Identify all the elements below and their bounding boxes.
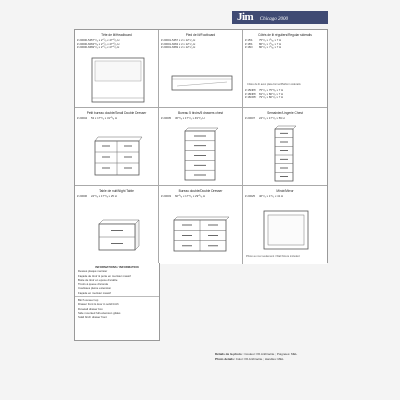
mirror-drawing [263, 210, 309, 250]
brand-subtitle: Chicago 2000 [259, 17, 288, 22]
info-line-en: Side mounted full extension glides [78, 310, 121, 315]
spec-code: # 18NPF [245, 91, 257, 96]
spec-dims: 57"¹/₄ x 2"⁷/₈ x 47"⁵/₈ H [91, 38, 120, 42]
night-table-drawing [97, 218, 141, 252]
spec-code: # 20003 [161, 194, 172, 198]
information-box [74, 263, 160, 341]
product-mirror [243, 186, 327, 264]
info-line-en: Drawer front & door in solid birch [78, 302, 119, 307]
spec-dims: 46"¹/₂ x 1"¹/₂ x 41 H [259, 194, 284, 198]
spec-row [77, 117, 117, 121]
spec-dims: 69"¹/₂ x 2"⁷/₈ x 47"⁵/₈ H [91, 45, 120, 50]
spec-dims: 24"³/₈ x 17"³/₈ x 25 H [91, 194, 117, 198]
product-night-table [75, 186, 159, 264]
footboard-drawing [171, 74, 233, 92]
brand-banner [232, 11, 328, 24]
product-small-double-dresser [75, 108, 159, 186]
product-specs [245, 195, 283, 199]
product-title: Pied de lit/Footboard [185, 33, 216, 37]
platform-specs [245, 89, 283, 100]
spec-code: # 20000-60 [77, 41, 92, 46]
spec-code: # 15S [245, 38, 253, 42]
spec-code: # 20000-54 [77, 38, 92, 42]
spec-row [245, 46, 281, 50]
spec-dims: 63 x 2 x 12"¹/₄ H [175, 41, 196, 46]
spec-row [245, 96, 283, 100]
spec-dims: 60"⁵/₈ x 17"³/₄ x 29"⁵/₈ H [175, 194, 206, 198]
double-dresser-drawing [172, 215, 230, 253]
spec-code: # 20025 [245, 194, 256, 198]
small-dresser-drawing [93, 135, 143, 177]
mirror-note: Photo au mur seulement / Wall fixture included [246, 255, 300, 258]
spec-dims: 57 x 2 x 12"¹/₄ H [175, 38, 196, 42]
spec-code: # 18OPF [245, 95, 257, 100]
photo-details-fr-label: Détails de la photo : [215, 352, 244, 356]
info-line-fr: Façade en merisier massif [78, 290, 111, 295]
brand-logo: Jim [237, 11, 254, 23]
spec-row [161, 117, 205, 121]
product-siderails [243, 30, 327, 108]
product-title: Côtés de lit réguliers/Regular siderails [258, 33, 312, 37]
product-footboard [159, 30, 243, 108]
product-title: Petit bureau double/Small Double Dresser [86, 111, 147, 115]
info-line-en: Solid birch drawer front [78, 315, 107, 320]
product-title: Tête de lit/Headboard [101, 33, 132, 37]
info-line-en: Dovetail drawer box [78, 306, 103, 311]
spec-row [161, 195, 205, 199]
spec-code: # 18S [245, 41, 253, 46]
spec-code: # 20001-66 [161, 45, 176, 50]
spec-row [245, 117, 285, 121]
info-line-en: Birch veneer top [78, 298, 99, 303]
product-specs [161, 39, 195, 50]
product-title: Semainier/Lingerie Chest [267, 111, 303, 115]
lingerie-chest-drawing [273, 125, 297, 183]
product-specs [161, 195, 205, 199]
product-title: Bureau 5 tiroirs/5 drawers chest [178, 111, 223, 115]
spec-dims: 24"¹/₂ x 17"¹/₂ x 59 H [259, 116, 285, 120]
product-specs [245, 117, 285, 121]
info-line-fr: Dessus plaqué merisier [78, 269, 108, 274]
platform-note: Côtés de lit avec plate-forme/Platform siderails [247, 83, 301, 86]
product-five-drawer-chest [159, 108, 243, 186]
product-grid [74, 29, 328, 263]
product-specs [245, 39, 281, 50]
photo-details-en-text: Color: PA Anthracite ; Handles: MEL [235, 357, 284, 361]
spec-code: # 20006 [77, 194, 88, 198]
photo-details-en-label: Photo details: [215, 357, 235, 361]
spec-code: # 20001-60 [161, 41, 176, 46]
info-line-fr: Tiroirs à queue d'aronde [78, 282, 109, 287]
spec-code: # 20000-66 [77, 45, 92, 50]
product-title: Table de nuit/Night Table [99, 189, 134, 193]
product-title: Bureau double/Double Dresser [178, 189, 223, 193]
product-specs [161, 117, 205, 121]
info-line-fr: Boite de tiroir en epoxe d'erable [78, 277, 118, 282]
spec-dims: 75"¹/₂ x ¹⁵/₁₆ x 7 H [259, 38, 282, 42]
spec-code: # 20007 [245, 116, 256, 120]
spec-dims: 30"³/₈ x 17"¹/₂ x 49"³/₄ H [175, 116, 205, 120]
info-divider [75, 296, 159, 297]
photo-details-fr-text: Couleur: PA Anthracite ; Poignées: MEL [244, 352, 298, 356]
product-double-dresser [159, 186, 243, 264]
information-header: INFORMATIONS / INFORMATION [95, 265, 139, 269]
spec-code: # 20005 [161, 116, 172, 120]
product-headboard [75, 30, 159, 108]
info-line-fr: Coulisses pleine extension [78, 286, 112, 291]
product-specs [77, 195, 117, 199]
spec-row [161, 46, 195, 50]
spec-dims: 80"¹/₂ x ¹⁵/₁₆ x 7 H [259, 41, 282, 46]
spec-dims: 81"¹/₂ x 80"¹/₂ x 7 H [259, 91, 284, 96]
spec-code: # 20001-54 [161, 38, 176, 42]
product-lingerie-chest [243, 108, 327, 186]
spec-row [77, 195, 117, 199]
info-line-fr: Façade de tiroir & porte en merisier massif [78, 273, 131, 278]
spec-code: # 20004 [77, 116, 88, 120]
spec-code: # 18O [245, 45, 253, 50]
spec-row [245, 195, 283, 199]
product-title: Miroir/Mirror [276, 189, 294, 193]
spec-dims: 80"¹/₂ x ¹⁵/₁₆ x 7 H [259, 45, 282, 50]
spec-dims: 75"¹/₂ x 75"³/₈ x 7 H [259, 88, 284, 92]
spec-dims: 53 x 17"³/₄ x 31"⁵/₈ H [91, 116, 117, 120]
photo-details-en [215, 357, 297, 362]
spec-dims: 63"³/₈ x 2"⁷/₈ x 47"⁵/₈ H [91, 41, 120, 46]
spec-code: # 15NPF [245, 88, 257, 92]
product-specs [77, 117, 117, 121]
spec-row [77, 46, 119, 50]
spec-dims: 69 x 2 x 12"¹/₄ H [175, 45, 196, 50]
headboard-drawing [91, 57, 145, 103]
spec-dims: 79"¹/₂ x 80"¹/₂ x 7 H [259, 95, 284, 100]
product-specs [77, 39, 119, 50]
photo-details [215, 352, 297, 362]
chest-drawing [183, 126, 219, 182]
